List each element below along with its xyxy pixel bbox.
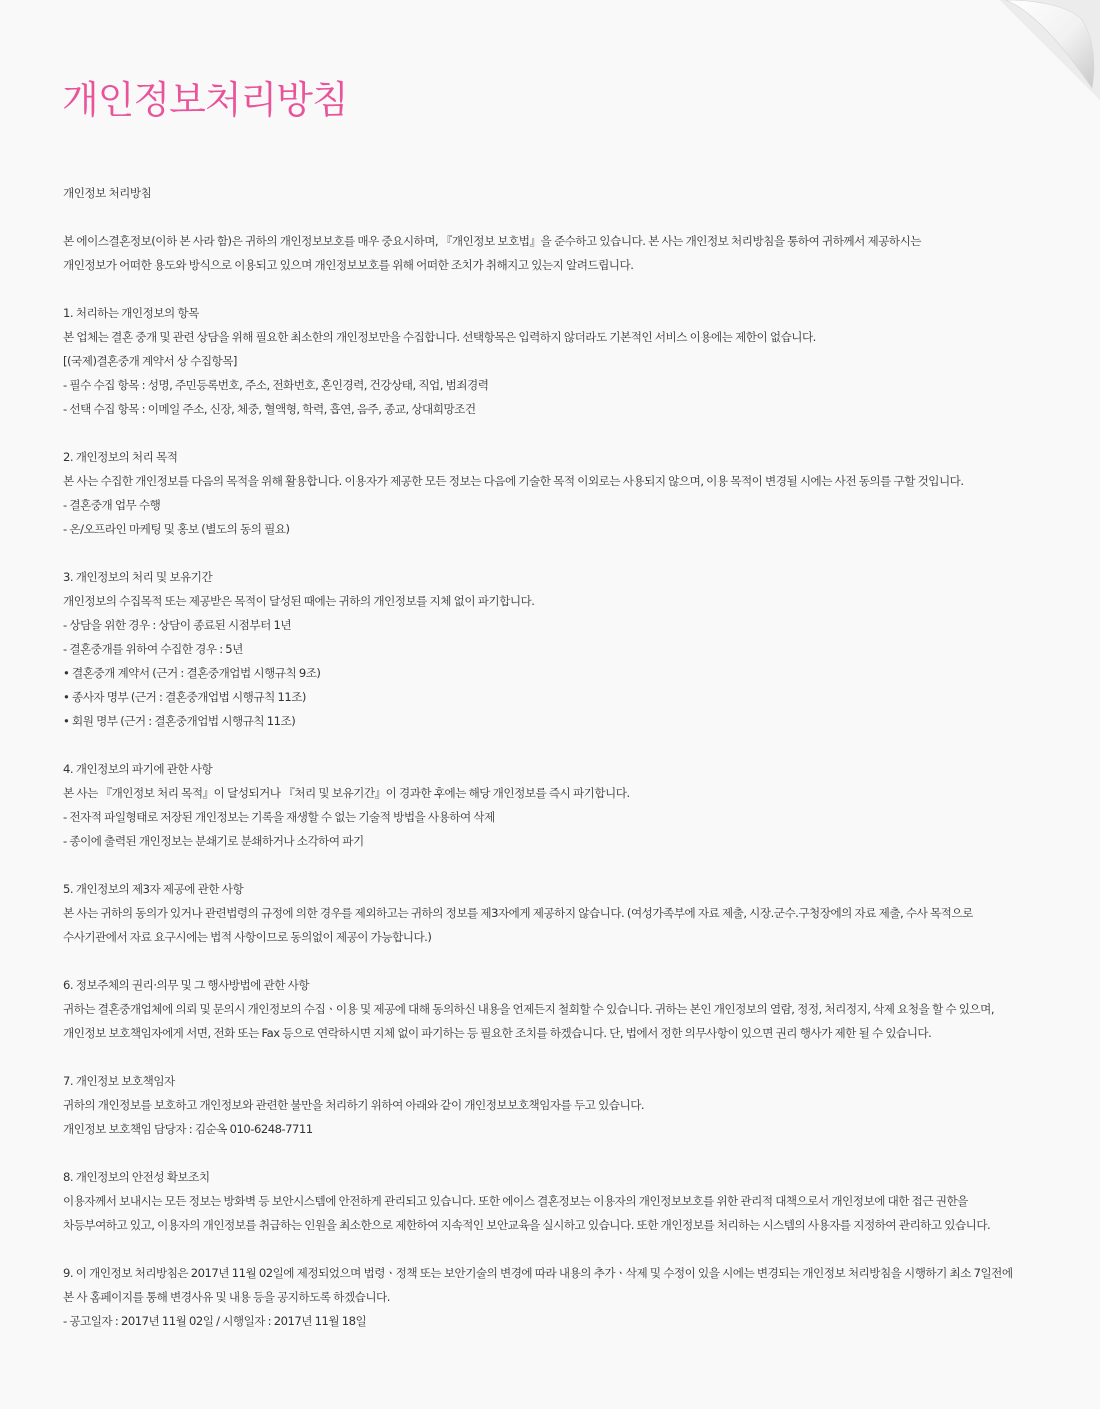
section-line: 본 사는 『개인정보 처리 목적』이 달성되거나 『처리 및 보유기간』이 경과한 후에는 해당 개인정보를 즉시 파기합니다.: [63, 786, 630, 800]
section-heading: 4. 개인정보의 파기에 관한 사항: [63, 762, 213, 776]
section-line: 귀하는 결혼중개업체에 의뢰 및 문의시 개인정보의 수집ㆍ이용 및 제공에 대해 동의하신 내용을 언제든지 철회할 수 있습니다. 귀하는 본인 개인정보의 열람, 정정, 처리정지, 삭제 요청을 할 수 있으며,: [63, 1002, 995, 1016]
section-line: 귀하의 개인정보를 보호하고 개인정보와 관련한 불만을 처리하기 위하여 아래와 같이 개인정보보호책임자를 두고 있습니다.: [63, 1098, 645, 1112]
policy-section: [63, 445, 1053, 541]
section-heading: 6. 정보주체의 권리·의무 및 그 행사방법에 관한 사항: [63, 978, 310, 992]
section-line: - 전자적 파일형태로 저장된 개인정보는 기록을 재생할 수 없는 기술적 방법을 사용하여 삭제: [63, 810, 495, 824]
section-heading: 1. 처리하는 개인정보의 항목: [63, 306, 199, 320]
policy-section: [63, 301, 1053, 421]
policy-section: [63, 1165, 1053, 1237]
section-line: [(국제)결혼중개 계약서 상 수집항목]: [63, 354, 237, 368]
section-line: 개인정보 보호책임자에게 서면, 전화 또는 Fax 등으로 연락하시면 지체 없이 파기하는 등 필요한 조치를 하겠습니다. 단, 법에서 정한 의무사항이 있으면 권리 행사가 제한 될 수 있습니다.: [63, 1026, 932, 1040]
policy-section: [63, 877, 1053, 949]
policy-section: [63, 565, 1053, 733]
spacer: [63, 1045, 1053, 1069]
spacer: [63, 1141, 1053, 1165]
spacer: [63, 421, 1053, 445]
spacer: [63, 1237, 1053, 1261]
section-heading: 7. 개인정보 보호책임자: [63, 1074, 175, 1088]
section-line: • 종사자 명부 (근거 : 결혼중개업법 시행규칙 11조): [63, 690, 306, 704]
section-line: 본 업체는 결혼 중개 및 관련 상담을 위해 필요한 최소한의 개인정보만을 수집합니다. 선택항목은 입력하지 않더라도 기본적인 서비스 이용에는 제한이 없습니다.: [63, 330, 816, 344]
policy-document: [63, 181, 1053, 1333]
policy-section: [63, 1261, 1053, 1333]
section-line: 차등부여하고 있고, 이용자의 개인정보를 취급하는 인원을 최소한으로 제한하여 지속적인 보안교육을 실시하고 있습니다. 또한 개인정보를 처리하는 시스템의 사용자를 지정하여 관리하고 있습니다.: [63, 1218, 991, 1232]
intro-line: 개인정보가 어떠한 용도와 방식으로 이용되고 있으며 개인정보보호를 위해 어떠한 조치가 취해지고 있는지 알려드립니다.: [63, 258, 634, 272]
policy-section: [63, 973, 1053, 1045]
section-line: 본 사 홈페이지를 통해 변경사유 및 내용 등을 공지하도록 하겠습니다.: [63, 1290, 390, 1304]
section-heading: 8. 개인정보의 안전성 확보조치: [63, 1170, 210, 1184]
spacer: [63, 853, 1053, 877]
policy-sections: [63, 277, 1053, 1333]
spacer: [63, 949, 1053, 973]
policy-section: [63, 757, 1053, 853]
page-title: 개인정보처리방침: [62, 78, 348, 122]
section-line: - 종이에 출력된 개인정보는 분쇄기로 분쇄하거나 소각하여 파기: [63, 834, 364, 848]
section-heading: 3. 개인정보의 처리 및 보유기간: [63, 570, 213, 584]
section-line: - 결혼중개를 위하여 수집한 경우 : 5년: [63, 642, 243, 656]
section-line: • 결혼중개 계약서 (근거 : 결혼중개업법 시행규칙 9조): [63, 666, 321, 680]
section-line: 본 사는 수집한 개인정보를 다음의 목적을 위해 활용합니다. 이용자가 제공한 모든 정보는 다음에 기술한 목적 이외로는 사용되지 않으며, 이용 목적이 변경될 시에는 사전 동의를 구할 것입니다.: [63, 474, 964, 488]
section-line: - 선택 수집 항목 : 이메일 주소, 신장, 체중, 혈액형, 학력, 흡연, 음주, 종교, 상대희망조건: [63, 402, 476, 416]
section-line: 개인정보 보호책임 담당자 : 김순옥 010-6248-7711: [63, 1122, 313, 1136]
page-curl-icon: [1000, 0, 1100, 100]
section-line: - 필수 수집 항목 : 성명, 주민등록번호, 주소, 전화번호, 혼인경력, 건강상태, 직업, 범죄경력: [63, 378, 489, 392]
section-line: 이용자께서 보내시는 모든 정보는 방화벽 등 보안시스템에 안전하게 관리되고 있습니다. 또한 에이스 결혼정보는 이용자의 개인정보보호를 위한 관리적 대책으로서 개인정보에 대한 접근 권한을: [63, 1194, 968, 1208]
spacer: [63, 205, 1053, 229]
spacer: [63, 541, 1053, 565]
section-line: 수사기관에서 자료 요구시에는 법적 사항이므로 동의없이 제공이 가능합니다.): [63, 930, 432, 944]
section-line: 개인정보의 수집목적 또는 제공받은 목적이 달성된 때에는 귀하의 개인정보를 지체 없이 파기합니다.: [63, 594, 535, 608]
section-line: - 온/오프라인 마케팅 및 홍보 (별도의 동의 필요): [63, 522, 290, 536]
spacer: [63, 277, 1053, 301]
section-line: - 결혼중개 업무 수행: [63, 498, 161, 512]
section-line: 본 사는 귀하의 동의가 있거나 관련법령의 규정에 의한 경우를 제외하고는 귀하의 정보를 제3자에게 제공하지 않습니다. (여성가족부에 자료 제출, 시장.군수.구청장에의 자료 제출, 수사 목적으로: [63, 906, 973, 920]
spacer: [63, 733, 1053, 757]
section-heading: 5. 개인정보의 제3자 제공에 관한 사항: [63, 882, 244, 896]
section-heading: 9. 이 개인정보 처리방침은 2017년 11월 02일에 제정되었으며 법령ㆍ정책 또는 보안기술의 변경에 따라 내용의 추가ㆍ삭제 및 수정이 있을 시에는 변경되는 개인정보 처리방침을 시행하기 최소 7일전에: [63, 1266, 1013, 1280]
section-line: - 상담을 위한 경우 : 상담이 종료된 시점부터 1년: [63, 618, 292, 632]
section-line: • 회원 명부 (근거 : 결혼중개업법 시행규칙 11조): [63, 714, 296, 728]
document-heading: 개인정보 처리방침: [63, 186, 152, 200]
section-line: - 공고일자 : 2017년 11월 02일 / 시행일자 : 2017년 11월 18일: [63, 1314, 367, 1328]
policy-section: [63, 1069, 1053, 1141]
intro-line: 본 에이스결혼정보(이하 본 사라 함)은 귀하의 개인정보보호를 매우 중요시하며, 『개인정보 보호법』을 준수하고 있습니다. 본 사는 개인정보 처리방침을 통하여 귀하께서 제공하시는: [63, 234, 921, 248]
section-heading: 2. 개인정보의 처리 목적: [63, 450, 178, 464]
